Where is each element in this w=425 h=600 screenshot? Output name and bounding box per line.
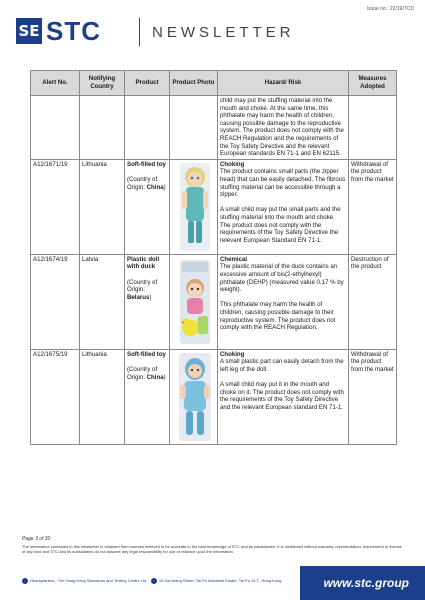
product-cell: Plastic doll with duck (Country of Origin: Belarus) <box>125 254 170 349</box>
table-header-row <box>31 71 397 96</box>
origin-label: (Country of Origin: <box>127 175 158 191</box>
headquarters: Headquarters - The Hong Kong Standards and Testing Centre Ltd. <box>30 578 148 584</box>
hazard-text-1: The plastic material of the duck contains an excessive amount of bis(2-ethylhexyl) phthalate (DEHP) (measured value 0.17 % by weight). <box>220 263 344 294</box>
header-divider <box>139 18 140 46</box>
product-name: Plastic doll with duck <box>127 255 160 271</box>
product-photo-cell <box>170 159 218 254</box>
product-photo-cell <box>170 349 218 444</box>
website-link[interactable]: www.stc.group <box>323 576 409 590</box>
product-photo-doll-with-duck <box>178 258 212 346</box>
address-icon <box>151 578 157 584</box>
col-product: Product <box>125 71 170 96</box>
hazard-cell <box>218 254 349 349</box>
hazard-text-1: The product contains small parts (the zipper head) that can be easily detached. The fibrous stuffing material can be accessible through a zipper. <box>220 168 346 199</box>
table-row <box>31 159 397 254</box>
product-cell: Soft-filled toy (Country of Origin: China) <box>125 159 170 254</box>
hazard-text-1: A small plastic part can easily detach from the left leg of the doll. <box>220 358 344 373</box>
notifying-country: Lithuania <box>80 159 125 254</box>
issue-number: Issue no.: 22/19/TCD <box>366 6 414 12</box>
alert-no: A12/1671/19 <box>31 159 80 254</box>
newsletter-header <box>0 0 425 60</box>
notifying-country: Latvia <box>80 254 125 349</box>
hazard-continuation: child may put the stuffing material into the mouth and choke. At the same time, this phthalate may harm the health of children, causing possible damage to the reproductive system. The product does not comply with the REACH Regulation and the requirements of the Toy Safety Directive and the relevant European standards EN 71-1 and EN 62115. <box>218 96 349 160</box>
col-product-photo: Product Photo <box>170 71 218 96</box>
table-row <box>31 96 397 160</box>
location-icon <box>22 578 28 584</box>
disclaimer: The information contained in this newsletter is obtained from sources believed to be accurate to the best knowledge of STC and its subsidiaries. It is distributed without warranty, representation, inducement or license of any kind and STC and its subsidiaries do not assume any legal responsibility for use or reliance upon the information. <box>22 544 402 554</box>
measures-adopted: Withdrawal of the product from the market <box>349 349 397 444</box>
hazard-cell <box>218 349 349 444</box>
col-measures-adopted: Measures Adopted <box>349 71 397 96</box>
col-alert-no: Alert No. <box>31 71 80 96</box>
notifying-country: Lithuania <box>80 349 125 444</box>
stc-logo <box>16 18 101 44</box>
product-cell: Soft-filled toy (Country of Origin: China) <box>125 349 170 444</box>
origin-country: Belarus <box>127 293 150 301</box>
footer-contact <box>22 578 282 584</box>
measures-adopted: Withdrawal of the product from the market <box>349 159 397 254</box>
hazard-cell <box>218 159 349 254</box>
origin-country: China <box>146 373 164 381</box>
table-row <box>31 254 397 349</box>
origin-label: (Country of Origin: <box>127 365 158 381</box>
hazard-title: Choking <box>220 350 245 358</box>
stc-logo-mark: SE <box>16 18 42 44</box>
measures-adopted: Destruction of the product <box>349 254 397 349</box>
product-photo-baby-doll <box>178 353 212 441</box>
table-row <box>31 349 397 444</box>
section-title: NEWSLETTER <box>152 24 295 41</box>
alert-no: A12/1674/19 <box>31 254 80 349</box>
page-number: Page 3 of 30 <box>22 536 51 542</box>
origin-label: (Country of Origin: <box>127 278 158 294</box>
stc-logo-text: STC <box>46 16 101 46</box>
col-hazard-risk: Hazard/ Risk <box>218 71 349 96</box>
hazard-title: Chemical <box>220 255 248 263</box>
product-name: Soft-filled toy <box>127 350 166 358</box>
product-photo-cell <box>170 254 218 349</box>
address: 10 Dai Wang Street, Tai Po Industrial Estate, Tai Po, N.T., Hong Kong <box>158 578 282 584</box>
hazard-text-2: A small child may put it in the mouth and choke on it. The product does not comply with the requirements of the Toy Safety Directive and the relevant European standard EN 71-1. <box>220 381 344 411</box>
hazard-text-2: This phthalate may harm the health of children, causing possible damage to their reproductive system. The product does not comply with the REACH Regulation. <box>220 301 336 332</box>
product-name: Soft-filled toy <box>127 160 166 168</box>
product-photo-soft-doll <box>178 163 212 251</box>
hazard-text-2: A small child may put the small parts and the stuffing material into the mouth and choke. The product does not comply with the requirements of the Toy Safety Directive the relevant European Standard EN 71-1. <box>220 206 341 244</box>
origin-country: China <box>146 183 164 191</box>
alert-no: A12/1675/19 <box>31 349 80 444</box>
col-notifying-country: Notifying Country <box>80 71 125 96</box>
alert-table <box>30 70 397 445</box>
hazard-title: Choking <box>220 160 245 168</box>
